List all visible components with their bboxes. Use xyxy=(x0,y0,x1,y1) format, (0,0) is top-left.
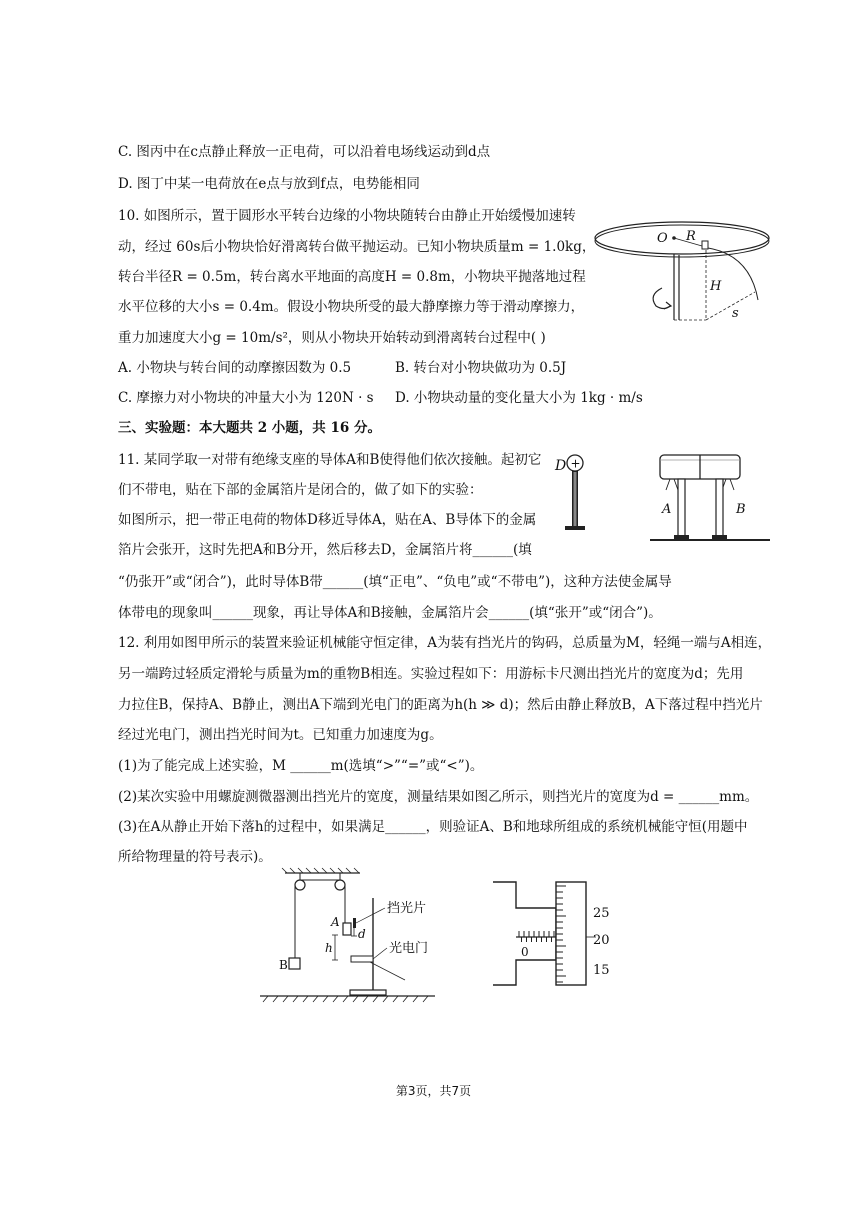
q11-conductors-figure xyxy=(640,450,775,550)
label-B: B xyxy=(736,502,746,517)
q12-part3-line1: (3)在A从静止开始下落h的过程中，如果满足______，则验证A、B和地球所组成的系统机械能守恒(用题中 xyxy=(118,819,748,835)
q11-stem-line1: 11. 某同学取一对带有绝缘支座的导体A和B使得他们依次接触。起初它 xyxy=(118,452,542,468)
q12-part2: (2)某次实验中用螺旋测微器测出挡光片的宽度，测量结果如图乙所示，则挡光片的宽度为d = ______mm。 xyxy=(118,789,759,805)
tick-15: 15 xyxy=(593,963,610,978)
q11-charged-body-figure xyxy=(553,450,598,540)
q10-stem-line3: 转台半径R = 0.5m，转台离水平地面的高度H = 0.8m，小物块平抛落地过程 xyxy=(118,269,586,285)
label-A: A xyxy=(331,915,340,929)
label-H: H xyxy=(710,279,722,294)
label-s: s xyxy=(732,306,739,321)
q12-micrometer-figure xyxy=(488,880,628,990)
q12-apparatus-figure xyxy=(255,868,440,1003)
tick-0: 0 xyxy=(521,945,529,959)
q12-part1: (1)为了能完成上述实验，M ______m(选填“>”“=”或“<”)。 xyxy=(118,758,484,774)
q12-stem-line2: 另一端跨过轻质定滑轮与质量为m的重物B相连。实验过程如下：用游标卡尺测出挡光片的宽度为d；先用 xyxy=(118,666,744,682)
label-O: O xyxy=(657,231,668,246)
label-A: A xyxy=(662,502,672,517)
q10-stem-line1: 10. 如图所示，置于圆形水平转台边缘的小物块随转台由静止开始缓慢加速转 xyxy=(118,208,576,224)
q10-option-a: A. 小物块与转台间的动摩擦因数为 0.5 xyxy=(118,360,352,376)
q10-option-b: B. 转台对小物块做功为 0.5J xyxy=(395,360,567,376)
q10-turntable-figure xyxy=(590,210,775,335)
photogate-label: 光电门 xyxy=(389,941,429,956)
label-d: d xyxy=(358,927,366,941)
label-D: D xyxy=(555,458,567,474)
q11-stem-line2: 们不带电，贴在下部的金属箔片是闭合的，做了如下的实验： xyxy=(118,482,483,498)
plus-sign: + xyxy=(570,456,581,471)
tick-20: 20 xyxy=(593,933,610,948)
label-B: B xyxy=(279,958,288,972)
page-footer: 第3页，共7页 xyxy=(395,1084,472,1098)
q11-stem-line5: “仍张开”或“闭合”)，此时导体B带______(填“正电”、“负电”或“不带电”)，这种方法使金属导 xyxy=(118,574,672,590)
q12-stem-line4: 经过光电门，测出挡光时间为t。已知重力加速度为g。 xyxy=(118,727,443,743)
label-R: R xyxy=(686,229,696,244)
shade-label: 挡光片 xyxy=(387,901,427,916)
q10-stem-line4: 水平位移的大小s = 0.4m。假设小物块所受的最大静摩擦力等于滑动摩擦力， xyxy=(118,299,585,315)
tick-25: 25 xyxy=(593,906,610,921)
q12-stem-line3: 力拉住B，保持A、B静止，测出A下端到光电门的距离为h(h ≫ d)；然后由静止释放B，A下落过程中挡光片 xyxy=(118,697,763,713)
section-heading-experiments: 三、实验题：本大题共 2 小题，共 16 分。 xyxy=(118,420,381,436)
q11-stem-line4: 箔片会张开，这时先把A和B分开，然后移去D，金属箔片将______(填 xyxy=(118,542,532,558)
q10-option-c: C. 摩擦力对小物块的冲量大小为 120N · s xyxy=(118,390,374,406)
q11-stem-line3: 如图所示，把一带正电荷的物体D移近导体A，贴在A、B导体下的金属 xyxy=(118,512,537,528)
label-h: h xyxy=(325,941,333,955)
q10-option-d: D. 小物块动量的变化量大小为 1kg · m/s xyxy=(395,390,643,406)
q12-part3-line2: 所给物理量的符号表示)。 xyxy=(118,849,272,865)
q12-stem-line1: 12. 利用如图甲所示的装置来验证机械能守恒定律，A为装有挡光片的钩码，总质量为M，轻绳一端与A相连， xyxy=(118,635,772,651)
q10-stem-line2: 动，经过 60s后小物块恰好滑离转台做平抛运动。已知小物块质量m = 1.0kg， xyxy=(118,239,596,255)
q11-stem-line6: 体带电的现象叫______现象，再让导体A和B接触，金属箔片会______(填“张开”或“闭合”)。 xyxy=(118,605,662,621)
q10-stem-line5: 重力加速度大小g = 10m/s²，则从小物块开始转动到滑离转台过程中( ) xyxy=(118,330,546,346)
q9-option-d: D. 图丁中某一电荷放在e点与放到f点，电势能相同 xyxy=(118,176,420,192)
q9-option-c: C. 图丙中在c点静止释放一正电荷，可以沿着电场线运动到d点 xyxy=(118,144,491,160)
